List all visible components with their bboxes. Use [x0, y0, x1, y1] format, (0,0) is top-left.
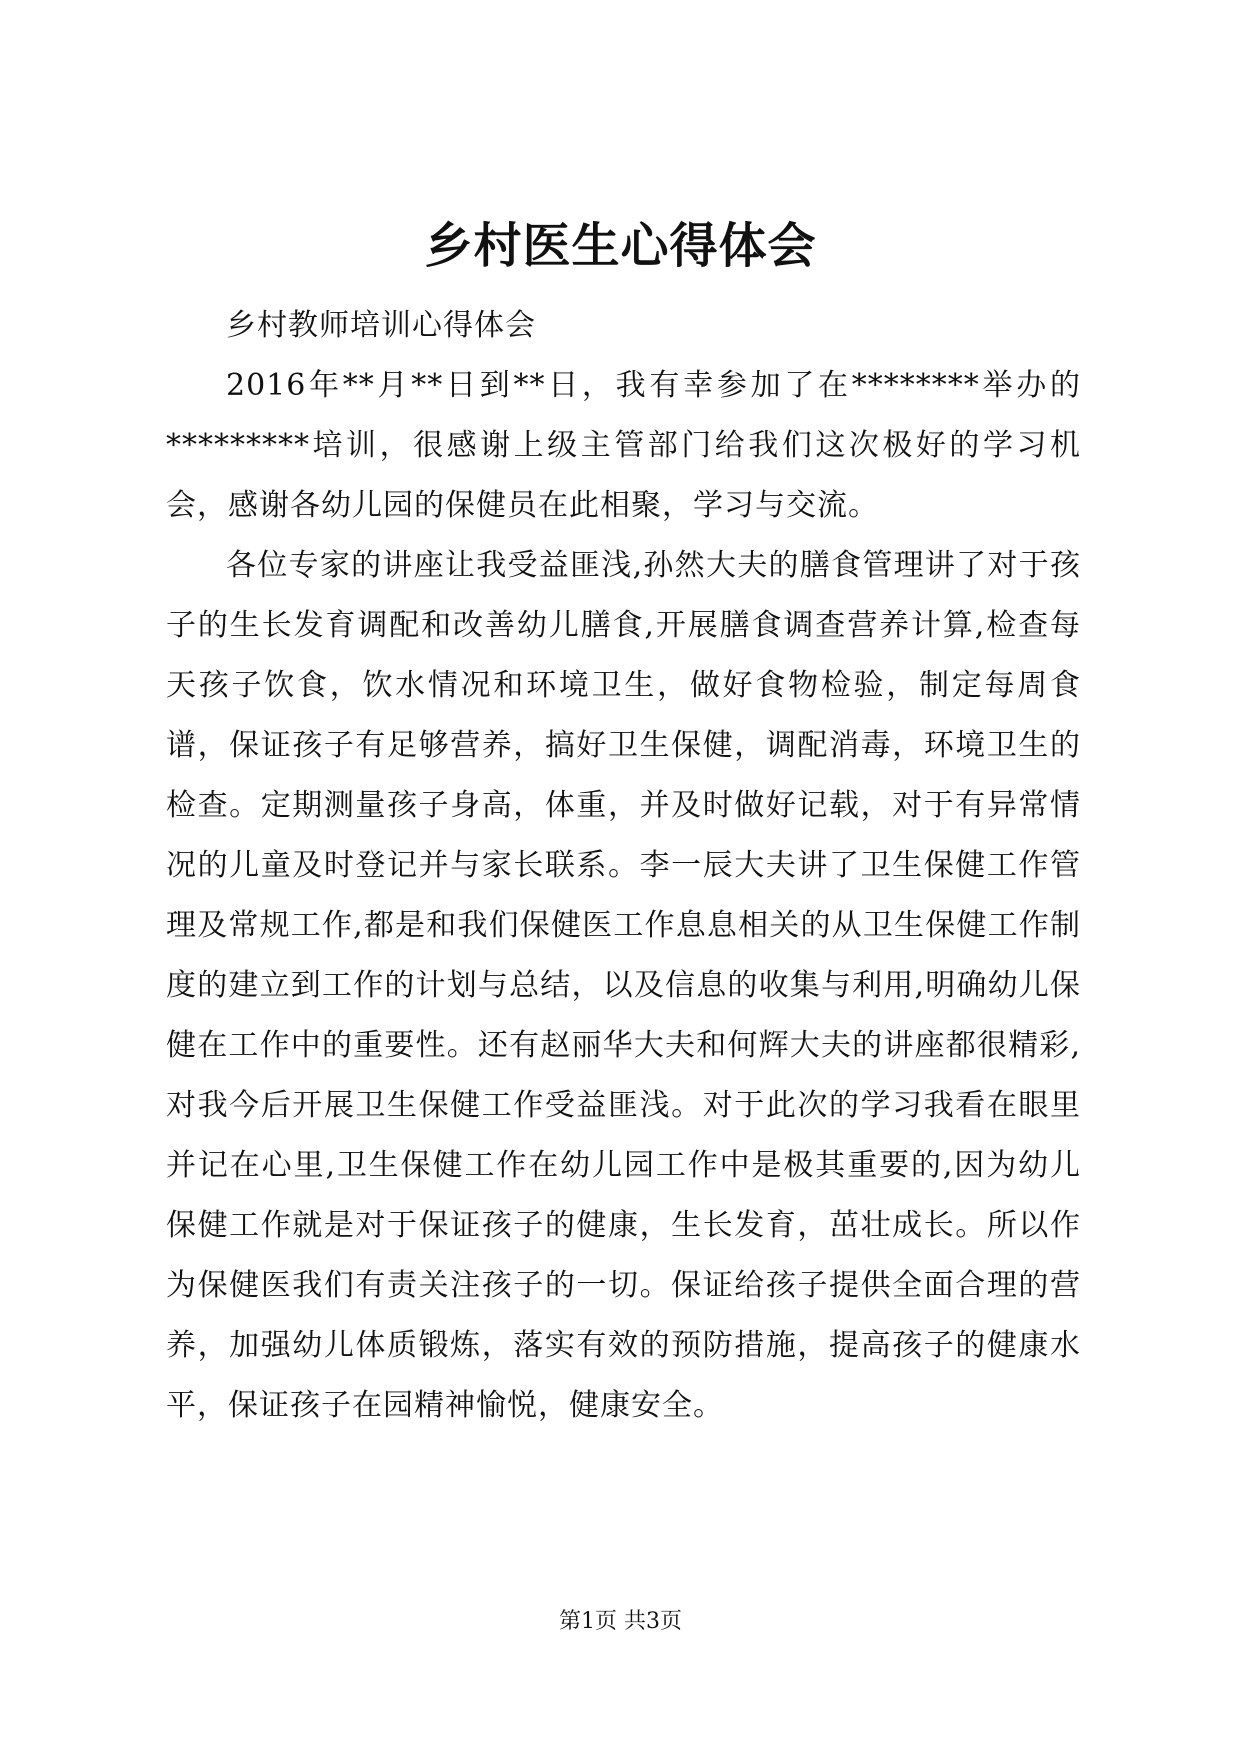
document-body — [166, 296, 1081, 1436]
subtitle-paragraph: 乡村教师培训心得体会 — [226, 308, 536, 343]
document-title: 乡村医生心得体会 — [424, 218, 817, 274]
body-paragraph-2: 各位专家的讲座让我受益匪浅,孙然大夫的膳食管理讲了对于孩子的生长发育调配和改善幼儿膳食,开展膳食调查营养计算,检查每天孩子饮食，饮水情况和环境卫生，做好食物检验，制定每周食谱，保证孩子有足够营养，搞好卫生保健，调配消毒，环境卫生的检查。定期测量孩子身高，体重，并及时做好记载，对于有异常情况的儿童及时登记并与家长联系。李一辰大夫讲了卫生保健工作管理及常规工作,都是和我们保健医工作息息相关的从卫生保健工作制度的建立到工作的计划与总结，以及信息的收集与利用,明确幼儿保健在工作中的重要性。还有赵丽华大夫和何辉大夫的讲座都很精彩,对我今后开展卫生保健工作受益匪浅。对于此次的学习我看在眼里并记在心里,卫生保健工作在幼儿园工作中是极其重要的,因为幼儿保健工作就是对于保证孩子的健康，生长发育，茁壮成长。所以作为保健医我们有责关注孩子的一切。保证给孩子提供全面合理的营养，加强幼儿体质锻炼，落实有效的预防措施，提高孩子的健康水平，保证孩子在园精神愉悦，健康安全。 — [166, 548, 1081, 1423]
body-paragraph-1: 2016年**月**日到**日，我有幸参加了在********举办的*********培训，很感谢上级主管部门给我们这次极好的学习机会，感谢各幼儿园的保健员在此相聚，学习与交流。 — [166, 368, 1081, 523]
page-number-footer: 第1页 共3页 — [559, 1609, 682, 1634]
